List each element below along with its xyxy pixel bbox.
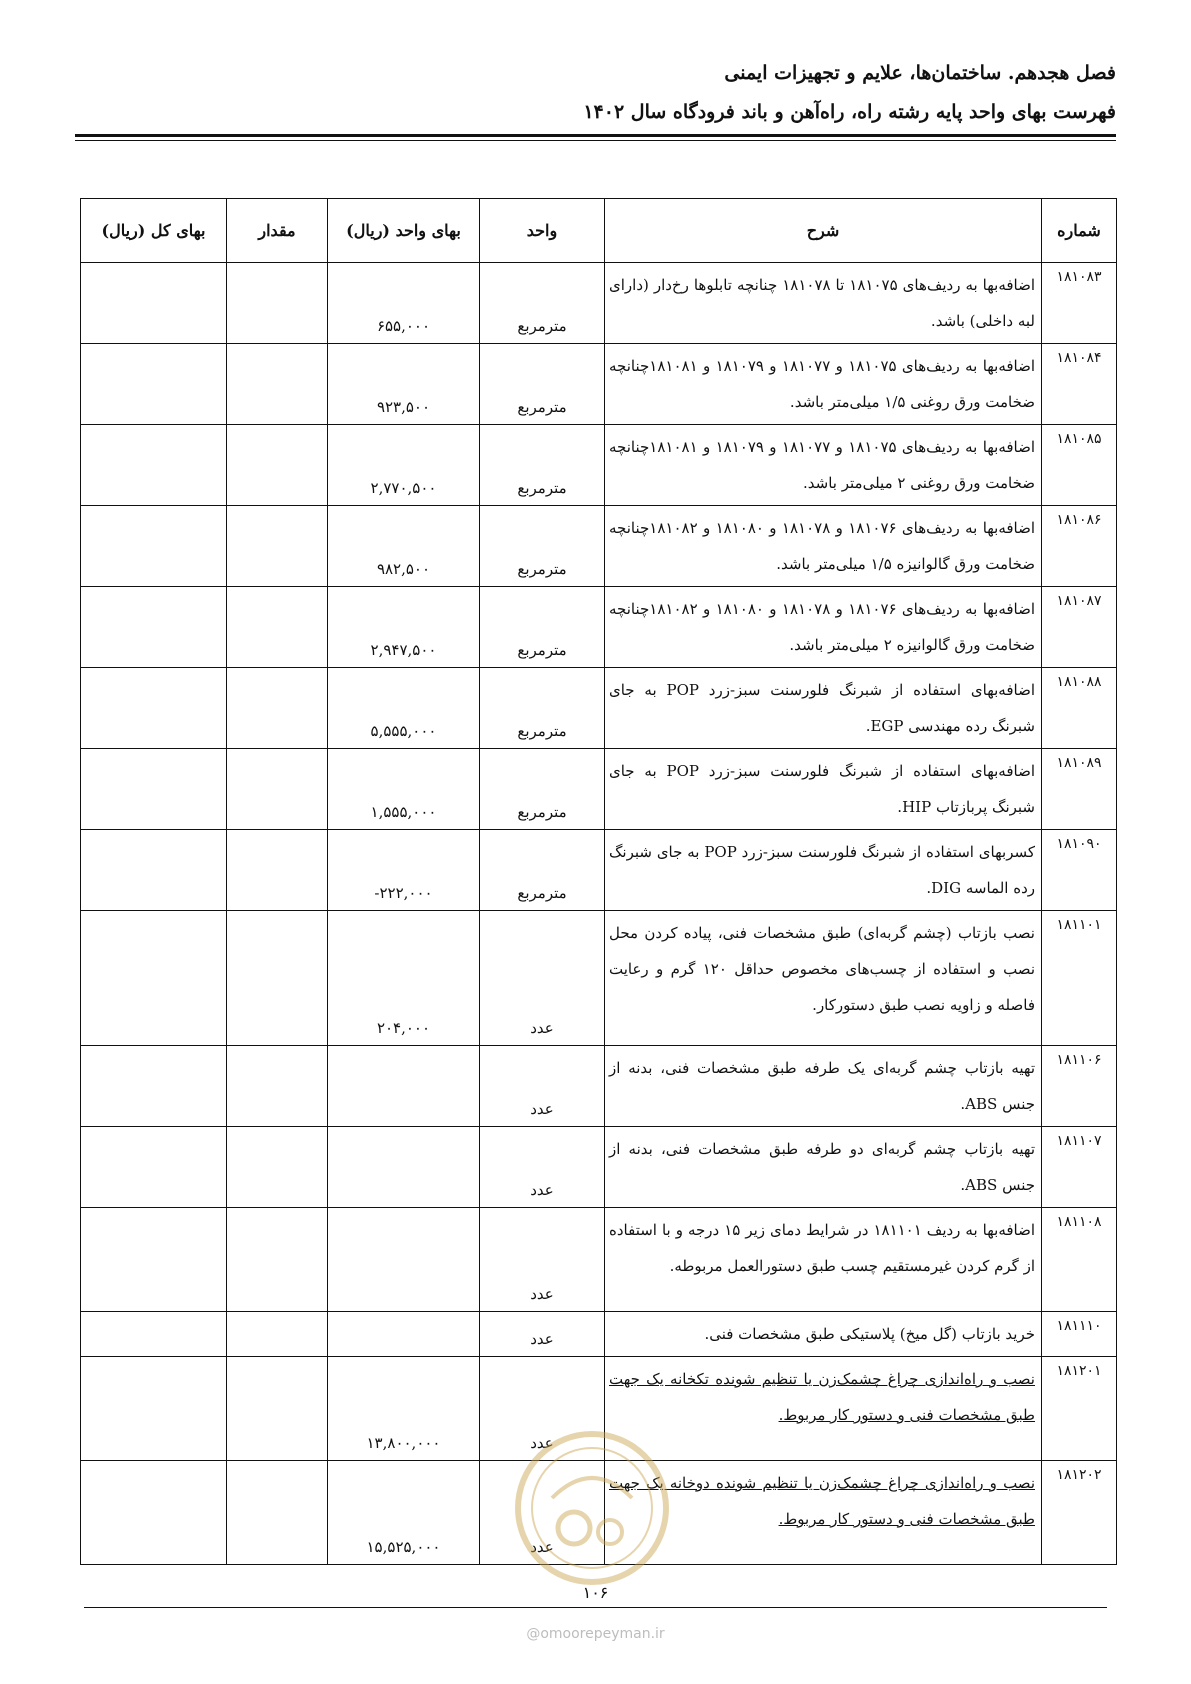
row-unit: عدد — [480, 1127, 605, 1208]
row-number: ۱۸۱۱۰۷ — [1042, 1127, 1117, 1208]
row-description-text: اضافه‌بها به ردیف‌های ۱۸۱۰۷۶ و ۱۸۱۰۷۸ و ۱۸۱۰۸۰ و ۱۸۱۰۸۲چنانچه ضخامت ورق گالوانیزه ۲ میلی‌متر باشد. — [609, 600, 1036, 654]
chapter-title: فصل هجدهم. ساختمان‌ها، علایم و تجهیزات ایمنی — [724, 62, 1116, 84]
header-rule-thin — [75, 140, 1116, 141]
row-unit: عدد — [480, 1312, 605, 1357]
row-unit-price: ۶۵۵,۰۰۰ — [328, 263, 480, 344]
row-quantity — [227, 1357, 328, 1461]
row-total-price — [81, 344, 227, 425]
row-description-text: اضافه‌بها به ردیف ۱۸۱۱۰۱ در شرایط دمای زیر ۱۵ درجه و با استفاده از گرم کردن غیرمستقیم چسب طبق دستورالعمل مربوطه. — [609, 1221, 1036, 1275]
row-number: ۱۸۱۰۹۰ — [1042, 830, 1117, 911]
table-row — [81, 506, 1117, 587]
row-number: ۱۸۱۲۰۲ — [1042, 1461, 1117, 1565]
row-unit-price: ۲,۹۴۷,۵۰۰ — [328, 587, 480, 668]
row-description-text: خرید بازتاب (گل میخ) پلاستیکی طبق مشخصات فنی. — [704, 1325, 1035, 1343]
row-total-price — [81, 830, 227, 911]
row-total-price — [81, 1461, 227, 1565]
header-quantity: مقدار — [227, 199, 328, 263]
header-number: شماره — [1042, 199, 1117, 263]
header-unit: واحد — [480, 199, 605, 263]
table-row — [81, 1208, 1117, 1312]
row-quantity — [227, 425, 328, 506]
row-unit-price: ۵,۵۵۵,۰۰۰ — [328, 668, 480, 749]
row-number: ۱۸۱۰۸۹ — [1042, 749, 1117, 830]
table-row — [81, 344, 1117, 425]
header-total-price: بهای کل (ریال) — [81, 199, 227, 263]
row-unit-price — [328, 1312, 480, 1357]
row-unit: مترمربع — [480, 506, 605, 587]
row-total-price — [81, 1312, 227, 1357]
row-total-price — [81, 1046, 227, 1127]
table-row — [81, 263, 1117, 344]
row-total-price — [81, 1357, 227, 1461]
row-unit: عدد — [480, 911, 605, 1046]
row-description-text: تهیه بازتاب چشم گربه‌ای یک طرفه طبق مشخصات فنی، بدنه از جنس ABS. — [609, 1059, 1035, 1113]
row-description — [605, 263, 1042, 344]
row-total-price — [81, 1127, 227, 1208]
row-quantity — [227, 911, 328, 1046]
row-description-text: کسربهای استفاده از شبرنگ فلورسنت سبز-زرد POP به جای شبرنگ رده الماسه DIG. — [609, 843, 1035, 897]
row-number: ۱۸۱۱۰۶ — [1042, 1046, 1117, 1127]
row-description — [605, 749, 1042, 830]
watermark-stamp — [512, 1428, 672, 1588]
row-number: ۱۸۱۰۸۶ — [1042, 506, 1117, 587]
row-description — [605, 1312, 1042, 1357]
row-quantity — [227, 1461, 328, 1565]
row-number: ۱۸۱۱۰۸ — [1042, 1208, 1117, 1312]
row-unit-price: ۱۳,۸۰۰,۰۰۰ — [328, 1357, 480, 1461]
row-description — [605, 425, 1042, 506]
row-description — [605, 830, 1042, 911]
row-unit: عدد — [480, 1046, 605, 1127]
header-rule-thick — [75, 134, 1116, 137]
table-row — [81, 911, 1117, 1046]
row-total-price — [81, 749, 227, 830]
row-unit-price: ۱۵,۵۲۵,۰۰۰ — [328, 1461, 480, 1565]
row-unit-price: ۹۸۲,۵۰۰ — [328, 506, 480, 587]
row-description — [605, 1208, 1042, 1312]
row-quantity — [227, 668, 328, 749]
row-quantity — [227, 830, 328, 911]
row-description — [605, 587, 1042, 668]
header-unit-price: بهای واحد (ریال) — [328, 199, 480, 263]
row-unit: مترمربع — [480, 749, 605, 830]
row-total-price — [81, 1208, 227, 1312]
row-unit-price: -۲۲۲,۰۰۰ — [328, 830, 480, 911]
row-number: ۱۸۱۲۰۱ — [1042, 1357, 1117, 1461]
table-row — [81, 749, 1117, 830]
row-number: ۱۸۱۰۸۸ — [1042, 668, 1117, 749]
table-row — [81, 1312, 1117, 1357]
table-header-row — [81, 199, 1117, 263]
row-unit-price — [328, 1046, 480, 1127]
table-row — [81, 425, 1117, 506]
row-unit-price: ۲۰۴,۰۰۰ — [328, 911, 480, 1046]
row-quantity — [227, 1127, 328, 1208]
row-quantity — [227, 587, 328, 668]
row-number: ۱۸۱۰۸۴ — [1042, 344, 1117, 425]
row-unit-price — [328, 1208, 480, 1312]
row-quantity — [227, 1046, 328, 1127]
row-quantity — [227, 1208, 328, 1312]
row-description — [605, 506, 1042, 587]
row-total-price — [81, 506, 227, 587]
row-total-price — [81, 668, 227, 749]
footer-rule — [84, 1607, 1107, 1608]
row-description-text: نصب و راه‌اندازی چراغ چشمک‌زن یا تنظیم شونده تکخانه یک جهت طبق مشخصات فنی و دستور کار مربوط. — [609, 1370, 1035, 1424]
row-number: ۱۸۱۰۸۵ — [1042, 425, 1117, 506]
row-unit: عدد — [480, 1357, 605, 1461]
document-title: فهرست بهای واحد پایه رشته راه، راه‌آهن و باند فرودگاه سال ۱۴۰۲ — [583, 101, 1116, 123]
header-description: شرح — [605, 199, 1042, 263]
row-description — [605, 1046, 1042, 1127]
row-description — [605, 1127, 1042, 1208]
table-row — [81, 1046, 1117, 1127]
table-row — [81, 1127, 1117, 1208]
row-unit: عدد — [480, 1208, 605, 1312]
table-row — [81, 587, 1117, 668]
row-unit: مترمربع — [480, 344, 605, 425]
row-description — [605, 911, 1042, 1046]
row-unit-price: ۹۲۳,۵۰۰ — [328, 344, 480, 425]
row-number: ۱۸۱۱۱۰ — [1042, 1312, 1117, 1357]
row-description — [605, 668, 1042, 749]
row-description-text: اضافه‌بها به ردیف‌های ۱۸۱۰۷۵ و ۱۸۱۰۷۷ و ۱۸۱۰۷۹ و ۱۸۱۰۸۱چنانچه ضخامت ورق روغنی ۱/۵ میلی‌متر باشد. — [609, 357, 1036, 411]
row-quantity — [227, 506, 328, 587]
row-description-text: اضافه‌بها به ردیف‌های ۱۸۱۰۷۶ و ۱۸۱۰۷۸ و ۱۸۱۰۸۰ و ۱۸۱۰۸۲چنانچه ضخامت ورق گالوانیزه ۱/۵ میلی‌متر باشد. — [609, 519, 1036, 573]
row-quantity — [227, 344, 328, 425]
row-number: ۱۸۱۱۰۱ — [1042, 911, 1117, 1046]
row-total-price — [81, 587, 227, 668]
row-description — [605, 344, 1042, 425]
row-description-text: نصب و راه‌اندازی چراغ چشمک‌زن یا تنظیم شونده دوخانه یک جهت طبق مشخصات فنی و دستور کار مربوط. — [609, 1474, 1035, 1528]
watermark-site: @omoorepeyman.ir — [526, 1626, 665, 1642]
row-quantity — [227, 749, 328, 830]
row-unit: مترمربع — [480, 425, 605, 506]
row-total-price — [81, 263, 227, 344]
row-number: ۱۸۱۰۸۳ — [1042, 263, 1117, 344]
row-unit-price: ۲,۷۷۰,۵۰۰ — [328, 425, 480, 506]
row-unit: مترمربع — [480, 587, 605, 668]
row-total-price — [81, 425, 227, 506]
row-unit: عدد — [480, 1461, 605, 1565]
row-unit-price — [328, 1127, 480, 1208]
row-description-text: اضافه‌بها به ردیف‌های ۱۸۱۰۷۵ و ۱۸۱۰۷۷ و ۱۸۱۰۷۹ و ۱۸۱۰۸۱چنانچه ضخامت ورق روغنی ۲ میلی‌متر باشد. — [609, 438, 1036, 492]
row-unit: مترمربع — [480, 263, 605, 344]
row-total-price — [81, 911, 227, 1046]
row-unit-price: ۱,۵۵۵,۰۰۰ — [328, 749, 480, 830]
row-description-text: تهیه بازتاب چشم گربه‌ای دو طرفه طبق مشخصات فنی، بدنه از جنس ABS. — [609, 1140, 1035, 1194]
page-number: ۱۰۶ — [582, 1583, 609, 1602]
row-number: ۱۸۱۰۸۷ — [1042, 587, 1117, 668]
row-description-text: اضافه‌بهای استفاده از شبرنگ فلورسنت سبز-زرد POP به جای شبرنگ پربازتاب HIP. — [609, 762, 1035, 816]
row-description-text: اضافه‌بها به ردیف‌های ۱۸۱۰۷۵ تا ۱۸۱۰۷۸ چنانچه تابلوها رخ‌دار (دارای لبه داخلی) باشد. — [609, 276, 1036, 330]
row-description-text: اضافه‌بهای استفاده از شبرنگ فلورسنت سبز-زرد POP به جای شبرنگ رده مهندسی EGP. — [609, 681, 1035, 735]
price-table — [80, 198, 1117, 1565]
row-unit: مترمربع — [480, 830, 605, 911]
table-row — [81, 830, 1117, 911]
row-quantity — [227, 1312, 328, 1357]
row-unit: مترمربع — [480, 668, 605, 749]
row-description-text: نصب بازتاب (چشم گربه‌ای) طبق مشخصات فنی، پیاده کردن محل نصب و استفاده از چسب‌های مخصوص حداقل ۱۲۰ گرم و رعایت فاصله و زاویه نصب طبق دستورکار. — [609, 924, 1035, 1014]
row-quantity — [227, 263, 328, 344]
table-row — [81, 668, 1117, 749]
